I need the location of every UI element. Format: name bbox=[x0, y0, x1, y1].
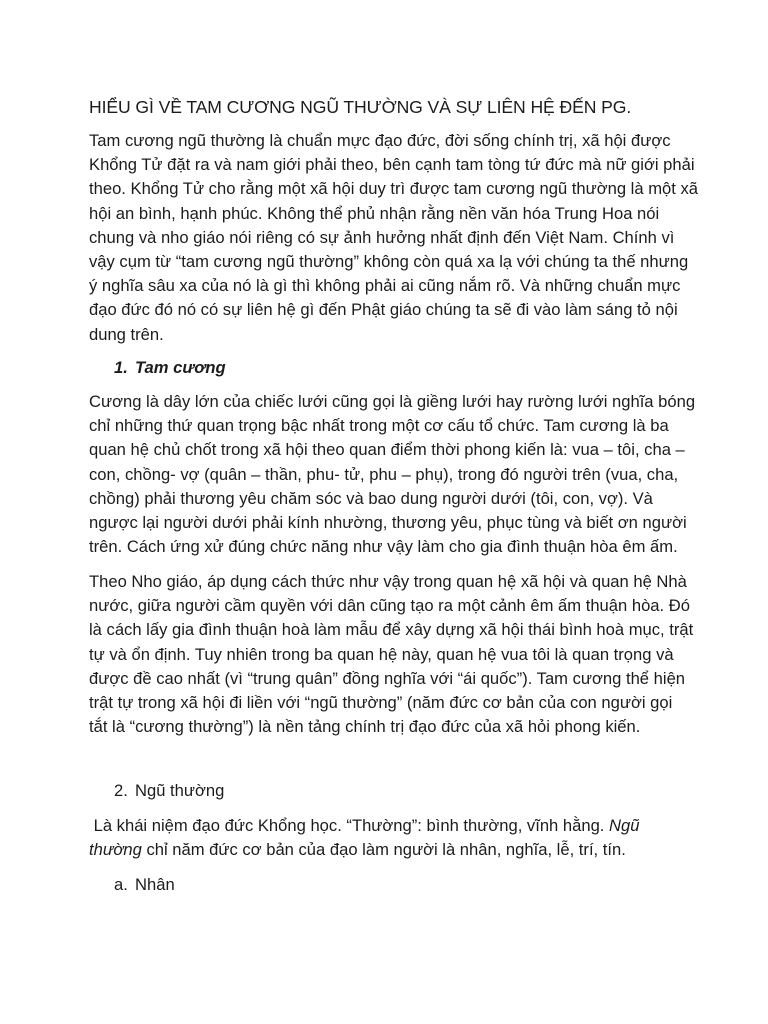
text-line: ngược lại người dưới phải kính nhường, thương yêu, phục tùng và biết ơn người bbox=[89, 513, 687, 533]
document-title: HIỂU GÌ VỀ TAM CƯƠNG NGŨ THƯỜNG VÀ SỰ LIÊN HỆ ĐẾN PG. bbox=[89, 97, 632, 117]
ngu-thuong-paragraph bbox=[89, 814, 689, 862]
section-number: 2. bbox=[114, 781, 128, 800]
subsection-title: Nhân bbox=[135, 875, 175, 894]
text-line: chung và nho giáo nói riêng có sự ảnh hưởng nhất định đến Việt Nam. Chính vì bbox=[89, 227, 675, 247]
text-line: được đề cao nhất (vì “trung quân” đồng nghĩa với “ái quốc”). Tam cương thể hiện bbox=[89, 668, 686, 688]
section-title: Ngũ thường bbox=[135, 781, 225, 800]
text-line bbox=[89, 814, 689, 838]
intro-paragraph bbox=[89, 129, 699, 347]
section-title: Tam cương bbox=[135, 358, 226, 377]
text-run: chỉ năm đức cơ bản của đạo làm người là nhân, nghĩa, lễ, trí, tín. bbox=[141, 840, 626, 860]
text-run-italic: Ngũ bbox=[609, 816, 640, 835]
subsection-heading-nhan bbox=[114, 873, 175, 897]
text-line: chỉ những thứ quan trọng bậc nhất trong một cơ cấu tổ chức. Tam cương là ba bbox=[89, 416, 669, 436]
tam-cuong-paragraph-2 bbox=[89, 570, 694, 739]
text-line: quan hệ chủ chốt trong xã hội theo quan điểm thời phong kiến là: vua – tôi, cha – bbox=[89, 440, 685, 460]
text-line: ý nghĩa sâu xa của nó là gì thì không phải ai cũng nắm rõ. Và những chuẩn mực bbox=[89, 276, 681, 296]
text-line: tự và ổn định. Tuy nhiên trong ba quan hệ này, quan hệ vua tôi là quan trọng và bbox=[89, 644, 674, 664]
text-line: chồng) phải thương yêu chăm sóc và bao dung người dưới (tôi, con, vợ). Và bbox=[89, 488, 653, 508]
section-number: 1. bbox=[114, 358, 128, 377]
text-line: hội an bình, hạnh phúc. Không thể phủ nhận rằng nền văn hóa Trung Hoa nói bbox=[89, 203, 660, 223]
text-line: tắt là “cương thường”) là nền tảng chính trị đạo đức của xã hỏi phong kiến. bbox=[89, 717, 641, 737]
section-heading-ngu-thuong bbox=[114, 779, 224, 803]
text-line: theo. Khổng Tử cho rằng một xã hội duy trì được tam cương ngũ thường là một xã bbox=[89, 179, 699, 199]
subsection-letter: a. bbox=[114, 875, 128, 894]
text-line: trên. Cách ứng xử đúng chức năng như vậy làm cho gia đình thuận hòa êm ấm. bbox=[89, 537, 678, 557]
text-line bbox=[89, 838, 689, 862]
text-line: trật tự trong xã hội đi liền với “ngũ thường” (năm đức cơ bản của con người gọi bbox=[89, 693, 673, 713]
text-run: Là khái niệm đạo đức Khổng học. “Thường”: bình thường, vĩnh hằng. bbox=[89, 816, 610, 835]
section-heading-tam-cuong bbox=[114, 356, 226, 380]
text-line: con, chồng- vợ (quân – thần, phu- tử, phu – phụ), trong đó người trên (vua, cha, bbox=[89, 464, 679, 484]
text-line: dung trên. bbox=[89, 324, 164, 344]
text-line: vậy cụm từ “tam cương ngũ thường” không còn quá xa lạ với chúng ta thế nhưng bbox=[89, 252, 689, 272]
text-line: là cách lấy gia đình thuận hoà làm mẫu để xây dựng xã hội thái bình hoà mục, trật bbox=[89, 620, 694, 640]
text-line: đạo đức đó nó có sự liên hệ gì đến Phật giáo chúng ta sẽ đi vào làm sáng tỏ nội bbox=[89, 300, 678, 320]
text-line: Khổng Tử đặt ra và nam giới phải theo, bên cạnh tam tòng tứ đức mà nữ giới phải bbox=[89, 155, 695, 175]
text-line: Tam cương ngũ thường là chuẩn mực đạo đức, đời sống chính trị, xã hội được bbox=[89, 131, 671, 150]
text-line: Theo Nho giáo, áp dụng cách thức như vậy trong quan hệ xã hội và quan hệ Nhà bbox=[89, 572, 687, 591]
text-run-italic: thường bbox=[89, 840, 142, 860]
tam-cuong-paragraph-1 bbox=[89, 390, 696, 559]
text-line: Cương là dây lớn của chiếc lưới cũng gọi là giềng lưới hay rường lưới nghĩa bóng bbox=[89, 392, 696, 411]
text-line: nước, giữa người cầm quyền với dân cũng tạo ra một cảnh êm ấm thuận hòa. Đó bbox=[89, 596, 690, 616]
